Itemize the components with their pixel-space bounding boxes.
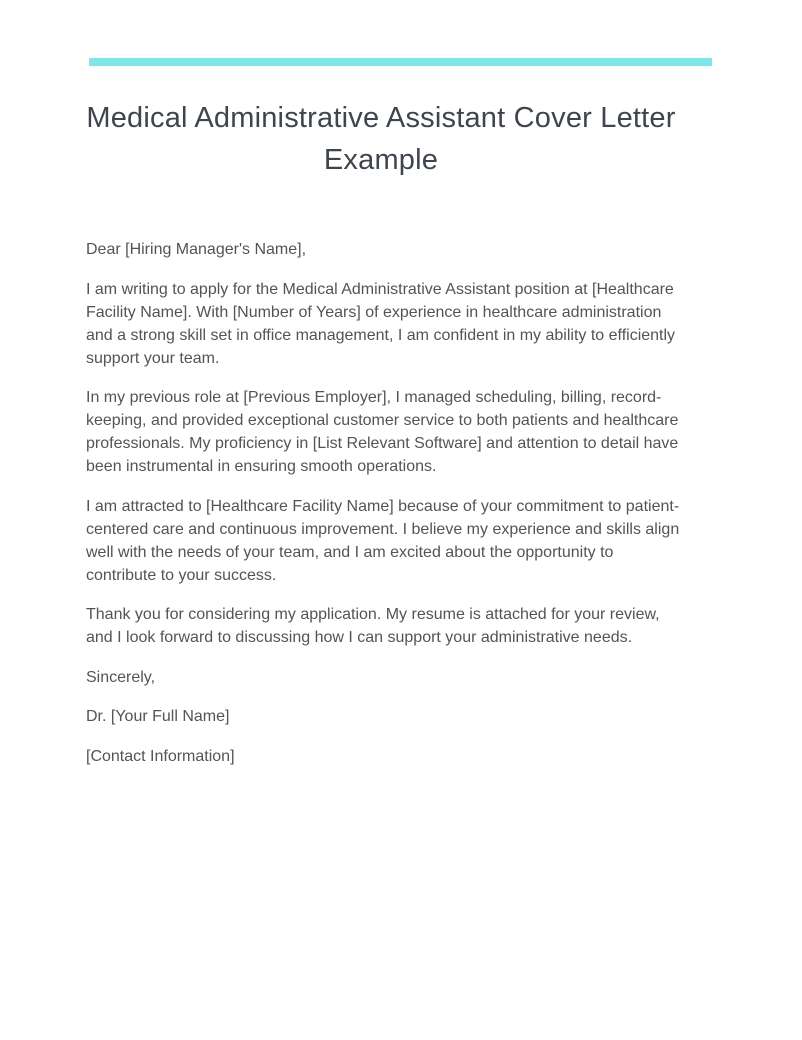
closing: Sincerely, [86, 668, 156, 686]
letter-paragraph: In my previous role at [Previous Employer], I managed scheduling, billing, record-keeping, and provided exceptional customer service to both patients and healthcare professionals. My proficiency in [List Relevant Software] and attention to detail have been instrumental in ensuring smooth operations. [86, 389, 679, 475]
accent-bar [89, 58, 712, 66]
letter-paragraph: I am writing to apply for the Medical Administrative Assistant position at [Healthcare Facility Name]. With [Number of Years] of experience in healthcare administration and a strong skill set in office management, I am confident in my ability to efficiently support your team. [86, 280, 676, 367]
page-title: Medical Administrative Assistant Cover Letter Example [86, 102, 676, 176]
letter-paragraph: Thank you for considering my application. My resume is attached for your review, and I look forward to discussing how I can support your administrative needs. [86, 606, 660, 646]
salutation: Dear [Hiring Manager's Name], [86, 241, 307, 258]
signature-name: Dr. [Your Full Name] [86, 708, 230, 725]
letter-body [86, 238, 680, 784]
contact-info: [Contact Information] [86, 747, 235, 765]
letter-paragraph: I am attracted to [Healthcare Facility Name] because of your commitment to patient-centered care and continuous improvement. I believe my experience and skills align well with the needs of your team, and I am excited about the opportunity to contribute to your success. [86, 497, 680, 584]
